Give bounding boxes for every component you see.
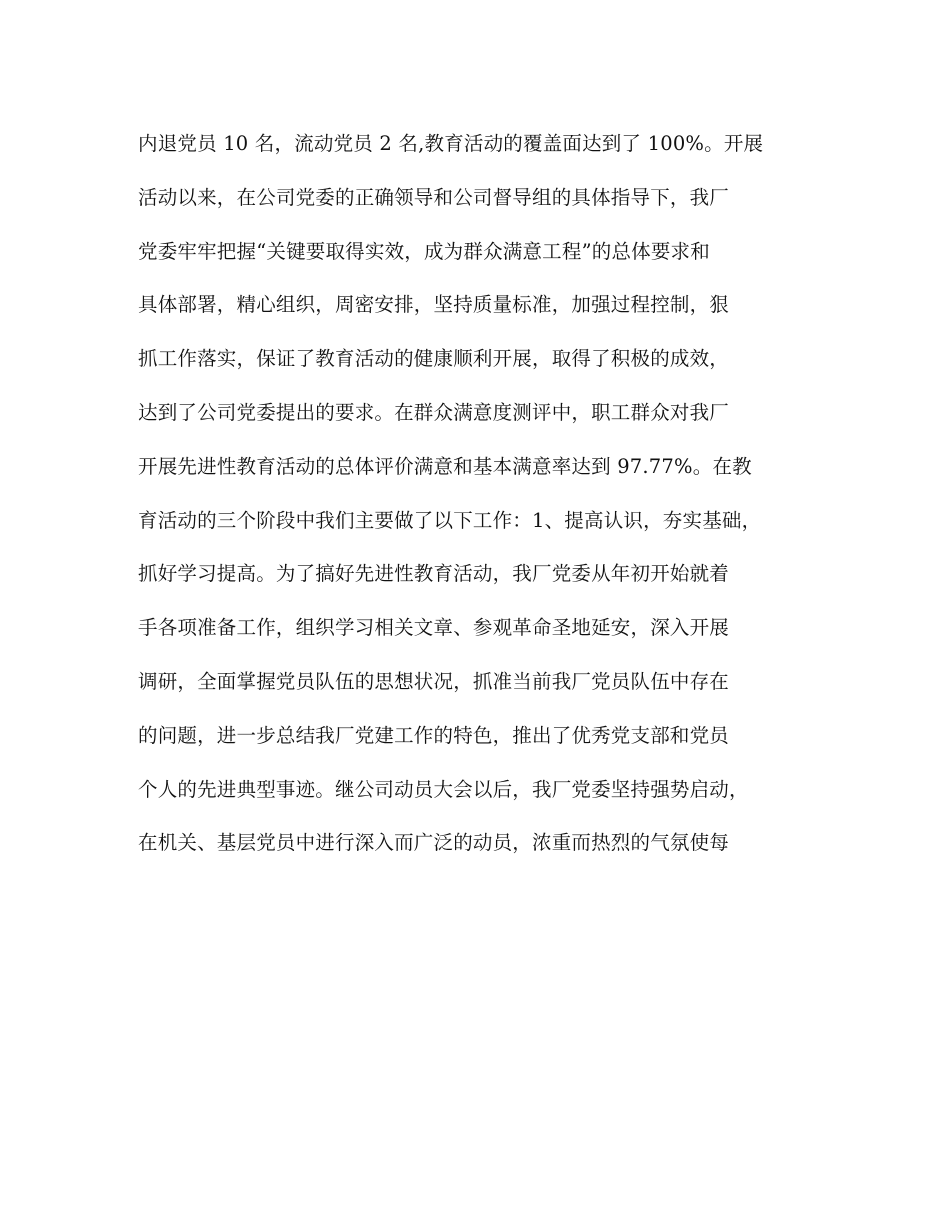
text-line-14: 在机关、基层党员中进行深入而广泛的动员，浓重而热烈的气氛使每 — [138, 831, 730, 855]
text-line-13: 个人的先进典型事迹。继公司动员大会以后，我厂党委坚持强势启动， — [138, 777, 749, 801]
text-line-9: 抓好学习提高。为了搞好先进性教育活动，我厂党委从年初开始就着 — [138, 562, 730, 586]
text-line-1: 内退党员 10 名，流动党员 2 名,教育活动的覆盖面达到了 100%。开展 — [138, 132, 764, 155]
text-line-12: 的问题，进一步总结我厂党建工作的特色，推出了优秀党支部和党员 — [138, 723, 730, 747]
text-line-11: 调研，全面掌握党员队伍的思想状况，抓准当前我厂党员队伍中存在 — [138, 669, 730, 693]
text-line-3: 党委牢牢把握“关键要取得实效，成为群众满意工程”的总体要求和 — [138, 239, 710, 263]
body-text — [138, 122, 828, 875]
text-line-6: 达到了公司党委提出的要求。在群众满意度测评中，职工群众对我厂 — [138, 400, 730, 424]
text-line-7: 开展先进性教育活动的总体评价满意和基本满意率达到 97.77%。在教 — [138, 454, 752, 478]
text-line-10: 手各项准备工作，组织学习相关文章、参观革命圣地延安，深入开展 — [138, 616, 730, 640]
text-line-8: 育活动的三个阶段中我们主要做了以下工作：1、提高认识，夯实基础， — [138, 508, 762, 532]
text-line-2: 活动以来，在公司党委的正确领导和公司督导组的具体指导下，我厂 — [138, 185, 730, 209]
text-line-5: 抓工作落实，保证了教育活动的健康顺利开展，取得了积极的成效， — [138, 347, 730, 371]
text-line-4: 具体部署，精心组织，周密安排，坚持质量标准，加强过程控制，狠 — [138, 293, 730, 317]
